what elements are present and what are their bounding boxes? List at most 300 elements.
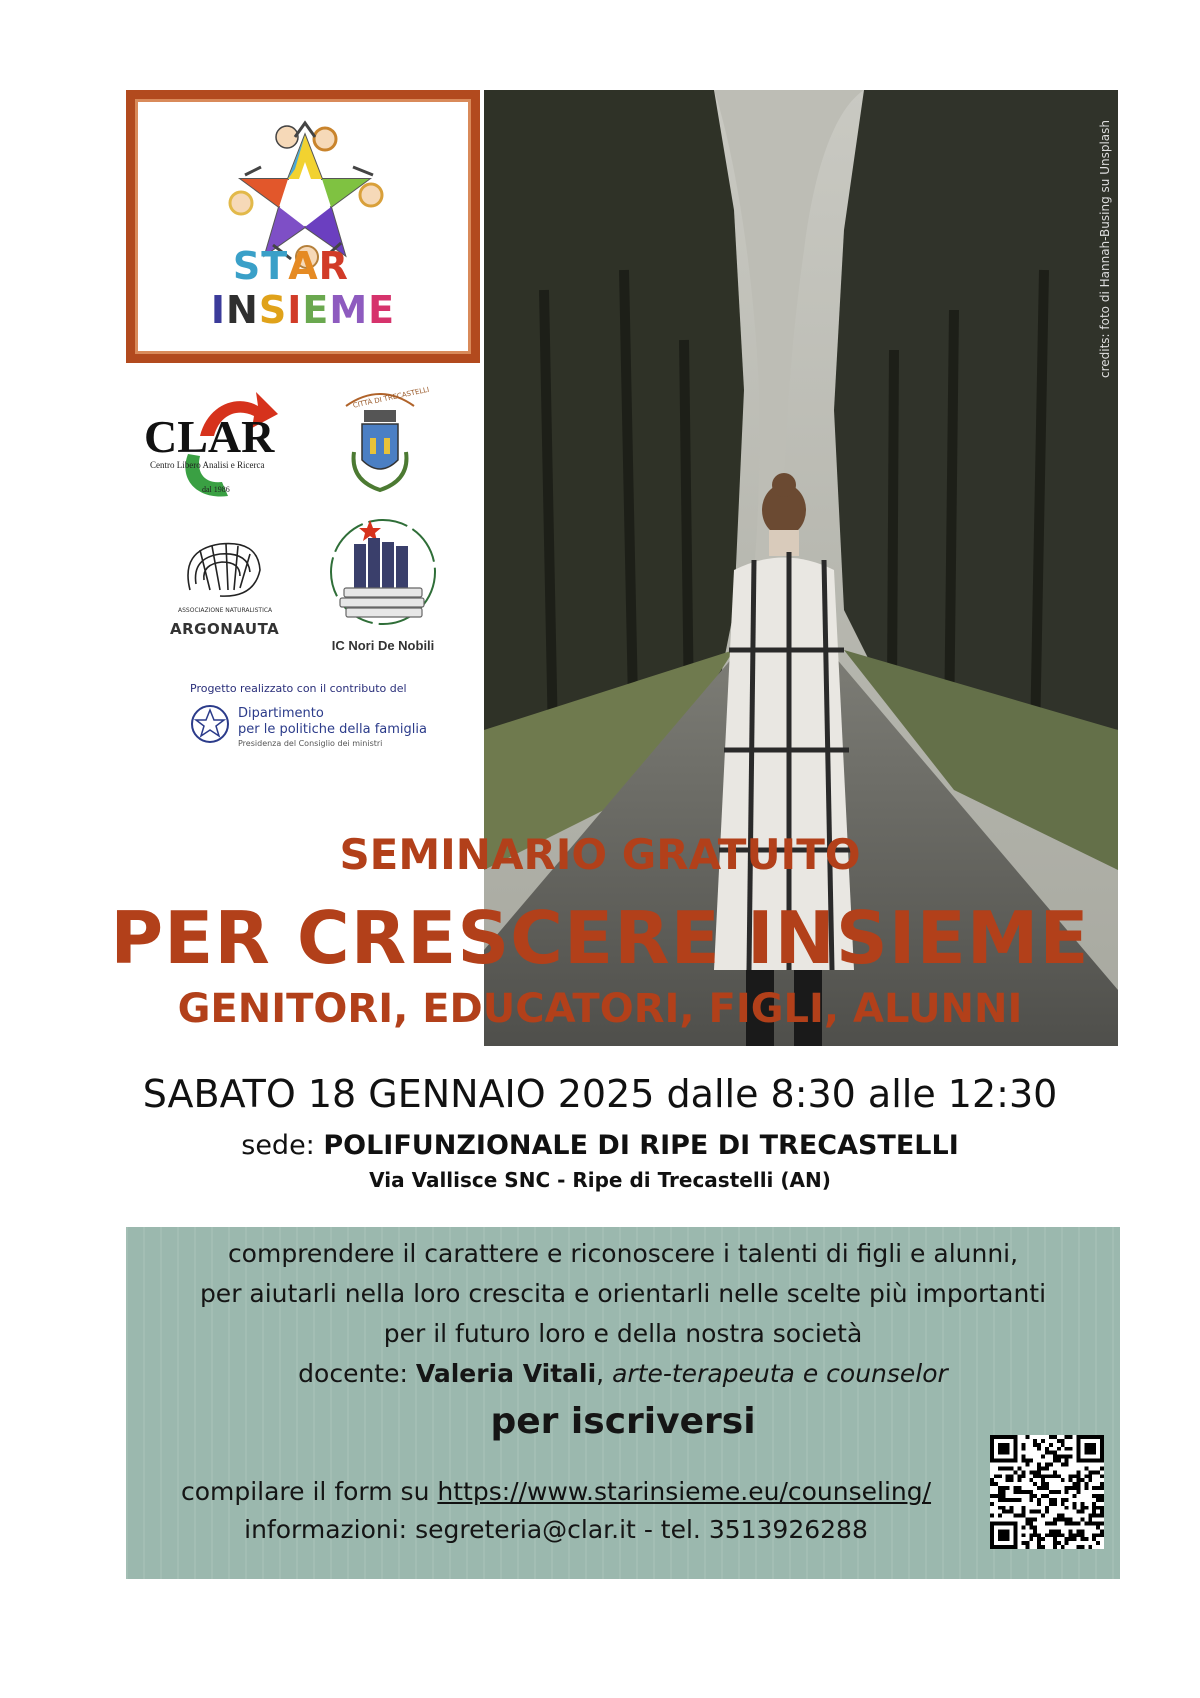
qr-module <box>1021 1443 1025 1447</box>
qr-code[interactable] <box>990 1435 1104 1549</box>
qr-module <box>1053 1518 1057 1522</box>
qr-module <box>1025 1435 1029 1439</box>
qr-module <box>1053 1529 1057 1533</box>
qr-module <box>1049 1443 1053 1447</box>
qr-module <box>1029 1470 1033 1474</box>
qr-module <box>1100 1486 1104 1490</box>
qr-module <box>1021 1459 1025 1463</box>
qr-module <box>1100 1506 1104 1510</box>
teacher-line <box>126 1359 1120 1388</box>
argonauta-subtitle-text: ASSOCIAZIONE NATURALISTICA <box>178 607 273 614</box>
event-venue <box>0 1130 1200 1161</box>
qr-module <box>1080 1529 1084 1533</box>
qr-module <box>1061 1443 1065 1447</box>
qr-module <box>994 1482 998 1486</box>
qr-module <box>1053 1521 1057 1525</box>
qr-module <box>1061 1455 1065 1459</box>
qr-module <box>1096 1486 1100 1490</box>
qr-module <box>1006 1486 1010 1490</box>
qr-module <box>998 1466 1002 1470</box>
qr-module <box>1053 1533 1057 1537</box>
qr-module <box>1065 1537 1069 1541</box>
qr-module <box>1037 1447 1041 1451</box>
qr-module <box>1061 1514 1065 1518</box>
qr-module <box>1014 1514 1018 1518</box>
qr-module <box>1073 1474 1077 1478</box>
qr-module <box>1084 1482 1088 1486</box>
qr-module <box>1021 1541 1025 1545</box>
qr-module <box>1010 1466 1014 1470</box>
qr-module <box>1037 1443 1041 1447</box>
qr-module <box>1037 1510 1041 1514</box>
qr-module <box>1045 1521 1049 1525</box>
argonauta-name: ARGONAUTA <box>170 620 280 638</box>
school-name: IC Nori De Nobili <box>331 638 435 653</box>
qr-module <box>1049 1529 1053 1533</box>
qr-module <box>1073 1482 1077 1486</box>
qr-module <box>1053 1541 1057 1545</box>
qr-module <box>1096 1514 1100 1518</box>
phone-label: - tel. <box>635 1515 709 1544</box>
crest-icon <box>340 382 430 500</box>
qr-module <box>1049 1463 1053 1467</box>
qr-module <box>1041 1545 1045 1549</box>
qr-module <box>1073 1506 1077 1510</box>
qr-module <box>1092 1537 1096 1541</box>
insieme-word <box>211 288 395 332</box>
qr-module <box>1033 1525 1037 1529</box>
dept-line2: per le politiche della famiglia <box>238 722 427 737</box>
qr-module <box>1084 1466 1088 1470</box>
registration-title: per iscriversi <box>490 1401 756 1442</box>
qr-module <box>1096 1533 1100 1537</box>
qr-module <box>1041 1494 1045 1498</box>
insieme-letter-2: S <box>258 288 288 332</box>
qr-module <box>1033 1443 1037 1447</box>
qr-module <box>1057 1455 1061 1459</box>
qr-module <box>1076 1533 1080 1537</box>
qr-module <box>1065 1447 1069 1451</box>
qr-module <box>1041 1439 1045 1443</box>
qr-module <box>1029 1498 1033 1502</box>
qr-module <box>1100 1466 1104 1470</box>
qr-module <box>1037 1502 1041 1506</box>
qr-module <box>1092 1514 1096 1518</box>
qr-module <box>1057 1541 1061 1545</box>
form-line <box>126 1477 986 1506</box>
qr-module <box>1096 1498 1100 1502</box>
qr-module <box>1049 1435 1053 1439</box>
qr-module <box>1065 1541 1069 1545</box>
qr-module <box>990 1502 994 1506</box>
qr-module <box>1006 1510 1010 1514</box>
qr-module <box>1065 1506 1069 1510</box>
qr-module <box>1065 1435 1069 1439</box>
qr-module <box>1076 1490 1080 1494</box>
star-insieme-logo <box>126 90 480 363</box>
qr-module <box>1041 1537 1045 1541</box>
qr-module <box>1100 1510 1104 1514</box>
qr-module <box>1080 1502 1084 1506</box>
qr-module <box>1037 1474 1041 1478</box>
qr-module <box>1033 1518 1037 1522</box>
qr-module <box>1076 1521 1080 1525</box>
qr-module <box>1069 1518 1073 1522</box>
description-line-2: per aiutarli nella loro crescita e orientarli nelle scelte più importanti <box>199 1279 1047 1308</box>
qr-module <box>1053 1490 1057 1494</box>
qr-module <box>1033 1533 1037 1537</box>
qr-module <box>1065 1463 1069 1467</box>
qr-module <box>1033 1439 1037 1443</box>
qr-module <box>1100 1498 1104 1502</box>
description-line-1: comprendere il carattere e riconoscere i talenti di figli e alunni, <box>227 1239 1019 1268</box>
qr-module <box>1096 1541 1100 1545</box>
qr-module <box>1025 1518 1029 1522</box>
qr-module <box>1045 1474 1049 1478</box>
qr-module <box>1069 1478 1073 1482</box>
qr-module <box>1100 1514 1104 1518</box>
qr-module <box>1025 1541 1029 1545</box>
qr-module <box>1014 1490 1018 1494</box>
insieme-letter-3: I <box>287 288 303 332</box>
qr-module <box>1088 1521 1092 1525</box>
qr-module <box>1084 1506 1088 1510</box>
qr-module <box>1069 1447 1073 1451</box>
qr-module <box>1076 1474 1080 1478</box>
qr-module <box>1045 1451 1049 1455</box>
qr-module <box>1065 1486 1069 1490</box>
qr-module <box>1018 1514 1022 1518</box>
qr-module <box>1092 1533 1096 1537</box>
qr-module <box>1096 1470 1100 1474</box>
qr-module <box>1025 1463 1029 1467</box>
qr-module <box>1076 1470 1080 1474</box>
qr-module <box>1021 1533 1025 1537</box>
qr-module <box>1018 1466 1022 1470</box>
qr-module <box>1057 1447 1061 1451</box>
qr-module <box>1049 1521 1053 1525</box>
ic-nori-de-nobili-logo <box>318 516 448 656</box>
qr-module <box>1033 1470 1037 1474</box>
clar-wordmark: CLAR <box>144 411 275 462</box>
qr-module <box>1045 1482 1049 1486</box>
venue-label: sede: <box>241 1130 324 1161</box>
qr-module <box>1080 1545 1084 1549</box>
insieme-letter-5: M <box>329 288 369 332</box>
qr-module <box>1073 1537 1077 1541</box>
qr-module <box>1096 1506 1100 1510</box>
qr-module <box>1100 1482 1104 1486</box>
qr-module <box>1041 1455 1045 1459</box>
qr-module <box>1053 1459 1057 1463</box>
qr-module <box>1069 1529 1073 1533</box>
comune-trecastelli-crest <box>340 382 430 500</box>
qr-module <box>1084 1474 1088 1478</box>
qr-module <box>1065 1498 1069 1502</box>
qr-module <box>1021 1525 1025 1529</box>
qr-module <box>1033 1494 1037 1498</box>
insieme-letter-1: N <box>226 288 259 332</box>
qr-module <box>1025 1521 1029 1525</box>
qr-module <box>1002 1494 1006 1498</box>
qr-module <box>1092 1502 1096 1506</box>
qr-module <box>1049 1498 1053 1502</box>
qr-module <box>1041 1474 1045 1478</box>
qr-module <box>1057 1474 1061 1478</box>
qr-module <box>990 1482 994 1486</box>
qr-module <box>1061 1463 1065 1467</box>
qr-module <box>1037 1541 1041 1545</box>
form-label: compilare il form su <box>180 1477 438 1506</box>
qr-module <box>1061 1439 1065 1443</box>
qr-module <box>1073 1494 1077 1498</box>
qr-module <box>1092 1470 1096 1474</box>
insieme-letter-0: I <box>210 288 227 332</box>
qr-module <box>1084 1486 1088 1490</box>
qr-module <box>1002 1490 1006 1494</box>
qr-module <box>1021 1510 1025 1514</box>
qr-module <box>1041 1482 1045 1486</box>
qr-module <box>1088 1514 1092 1518</box>
contact-email[interactable]: segreteria@clar.it <box>415 1515 636 1544</box>
qr-module <box>1041 1466 1045 1470</box>
qr-module <box>1100 1474 1104 1478</box>
qr-module <box>1069 1435 1073 1439</box>
qr-module <box>1088 1478 1092 1482</box>
qr-module <box>1053 1502 1057 1506</box>
qr-module <box>1080 1537 1084 1541</box>
qr-module <box>1057 1533 1061 1537</box>
insieme-letter-6: E <box>368 288 396 332</box>
qr-module <box>1053 1474 1057 1478</box>
qr-module <box>998 1486 1002 1490</box>
qr-module <box>998 1506 1002 1510</box>
star-letter-0: S <box>232 244 262 288</box>
crest-text: CITTÀ DI TRECASTELLI <box>352 385 430 410</box>
funding-intro: Progetto realizzato con il contributo del <box>190 682 407 695</box>
venue-name: POLIFUNZIONALE DI RIPE DI TRECASTELLI <box>323 1130 959 1161</box>
qr-module <box>1010 1474 1014 1478</box>
qr-module <box>1092 1510 1096 1514</box>
qr-module <box>1021 1514 1025 1518</box>
qr-module <box>1073 1533 1077 1537</box>
qr-module <box>1053 1451 1057 1455</box>
qr-module <box>1049 1533 1053 1537</box>
qr-module <box>1021 1490 1025 1494</box>
qr-module <box>1010 1510 1014 1514</box>
funding-credit <box>190 682 450 752</box>
qr-module <box>998 1474 1002 1478</box>
event-title: PER CRESCERE INSIEME <box>110 896 1090 980</box>
qr-module <box>1061 1502 1065 1506</box>
qr-module <box>1037 1537 1041 1541</box>
qr-module <box>1076 1510 1080 1514</box>
qr-module <box>1033 1474 1037 1478</box>
registration-link[interactable]: https://www.starinsieme.eu/counseling/ <box>437 1477 932 1506</box>
qr-module <box>1096 1521 1100 1525</box>
qr-module <box>1092 1506 1096 1510</box>
qr-module <box>1029 1459 1033 1463</box>
qr-module <box>1076 1482 1080 1486</box>
qr-module <box>1096 1494 1100 1498</box>
qr-module <box>1069 1521 1073 1525</box>
qr-module <box>1029 1478 1033 1482</box>
qr-module <box>1065 1455 1069 1459</box>
qr-module <box>1029 1490 1033 1494</box>
description-line-3: per il futuro loro e della nostra società <box>383 1319 863 1348</box>
qr-module <box>1041 1478 1045 1482</box>
qr-module <box>1100 1533 1104 1537</box>
qr-module <box>1049 1502 1053 1506</box>
qr-module <box>1057 1518 1061 1522</box>
qr-module <box>1045 1466 1049 1470</box>
teacher-name: Valeria Vitali <box>415 1359 597 1388</box>
qr-module <box>1088 1470 1092 1474</box>
qr-module <box>1010 1478 1014 1482</box>
qr-module <box>998 1514 1002 1518</box>
qr-module <box>1033 1482 1037 1486</box>
qr-code-icon <box>990 1435 1104 1549</box>
qr-module <box>998 1490 1002 1494</box>
qr-module <box>1041 1514 1045 1518</box>
contact-phone[interactable]: 3513926288 <box>708 1515 868 1544</box>
qr-module <box>1092 1494 1096 1498</box>
star-insieme-wordmark <box>135 244 471 332</box>
insieme-letter-4: E <box>302 288 330 332</box>
qr-module <box>1049 1451 1053 1455</box>
qr-module <box>1049 1490 1053 1494</box>
qr-module <box>1053 1545 1057 1549</box>
qr-module <box>1029 1537 1033 1541</box>
qr-module <box>1065 1459 1069 1463</box>
qr-module <box>1033 1510 1037 1514</box>
qr-module <box>1018 1490 1022 1494</box>
qr-module <box>1080 1478 1084 1482</box>
qr-module <box>1057 1529 1061 1533</box>
qr-module <box>1014 1498 1018 1502</box>
qr-module <box>1002 1466 1006 1470</box>
info-panel <box>126 1227 1120 1579</box>
qr-module <box>998 1498 1002 1502</box>
qr-module <box>1092 1486 1096 1490</box>
qr-module <box>1006 1466 1010 1470</box>
qr-module <box>1037 1470 1041 1474</box>
star-letter-1: T <box>261 244 289 288</box>
qr-module <box>1100 1521 1104 1525</box>
qr-module <box>1033 1529 1037 1533</box>
qr-module <box>1061 1533 1065 1537</box>
star-letter-2: A <box>288 244 319 288</box>
qr-module <box>1018 1498 1022 1502</box>
qr-module <box>1076 1478 1080 1482</box>
qr-module <box>1053 1537 1057 1541</box>
qr-module <box>1088 1545 1092 1549</box>
argonauta-logo <box>170 530 280 638</box>
qr-module <box>1018 1486 1022 1490</box>
qr-module <box>1045 1533 1049 1537</box>
qr-module <box>1021 1447 1025 1451</box>
qr-module <box>998 1494 1002 1498</box>
qr-module <box>1037 1466 1041 1470</box>
qr-module <box>1010 1498 1014 1502</box>
qr-module <box>1021 1455 1025 1459</box>
qr-module <box>1057 1490 1061 1494</box>
photo-credit: credits: foto di Hannah-Busing su Unsplash <box>1098 120 1112 378</box>
info-label: informazioni: <box>244 1515 416 1544</box>
qr-module <box>1080 1510 1084 1514</box>
qr-module <box>1053 1435 1057 1439</box>
qr-module <box>1069 1455 1073 1459</box>
clar-logo <box>138 384 296 504</box>
qr-module <box>1084 1537 1088 1541</box>
qr-module <box>1006 1498 1010 1502</box>
italian-republic-emblem-icon <box>190 704 230 744</box>
qr-module <box>1069 1474 1073 1478</box>
qr-module <box>1018 1474 1022 1478</box>
qr-module <box>1002 1498 1006 1502</box>
qr-module <box>1029 1518 1033 1522</box>
qr-module <box>1010 1506 1014 1510</box>
qr-module <box>990 1494 994 1498</box>
qr-module <box>1057 1439 1061 1443</box>
qr-module <box>1084 1521 1088 1525</box>
qr-module <box>1100 1494 1104 1498</box>
qr-module <box>1014 1470 1018 1474</box>
qr-module <box>1073 1502 1077 1506</box>
qr-module <box>1065 1490 1069 1494</box>
qr-module <box>1057 1459 1061 1463</box>
qr-module <box>1029 1510 1033 1514</box>
qr-module <box>1080 1518 1084 1522</box>
qr-module <box>1080 1533 1084 1537</box>
qr-module <box>1002 1506 1006 1510</box>
clar-arrow-icon <box>138 384 296 504</box>
teacher-label: docente: <box>298 1359 416 1388</box>
qr-module <box>1045 1510 1049 1514</box>
qr-module <box>994 1494 998 1498</box>
qr-module <box>1076 1529 1080 1533</box>
qr-module <box>1061 1518 1065 1522</box>
star-letter-3: R <box>318 244 349 288</box>
qr-module <box>1053 1498 1057 1502</box>
qr-module <box>1025 1545 1029 1549</box>
qr-module <box>1061 1545 1065 1549</box>
qr-module <box>1025 1490 1029 1494</box>
qr-module <box>1061 1478 1065 1482</box>
qr-module <box>1076 1486 1080 1490</box>
qr-module <box>1037 1533 1041 1537</box>
qr-module <box>1088 1518 1092 1522</box>
qr-module <box>1061 1498 1065 1502</box>
qr-module <box>1037 1545 1041 1549</box>
qr-module <box>1037 1498 1041 1502</box>
event-date: SABATO 18 GENNAIO 2025 dalle 8:30 alle 12:30 <box>142 1072 1058 1116</box>
qr-module <box>1069 1537 1073 1541</box>
clar-subtitle-text: Centro Libero Analisi e Ricerca <box>150 460 265 470</box>
qr-module <box>1018 1478 1022 1482</box>
qr-module <box>1029 1494 1033 1498</box>
qr-module <box>1100 1529 1104 1533</box>
qr-module <box>1096 1525 1100 1529</box>
qr-module <box>1045 1447 1049 1451</box>
clar-since-text: dal 1986 <box>202 485 230 494</box>
qr-module <box>1037 1486 1041 1490</box>
qr-module <box>990 1478 994 1482</box>
qr-module <box>1045 1486 1049 1490</box>
qr-module <box>1029 1521 1033 1525</box>
qr-module <box>1069 1533 1073 1537</box>
event-address: Via Vallisce SNC - Ripe di Trecastelli (AN) <box>369 1168 831 1192</box>
